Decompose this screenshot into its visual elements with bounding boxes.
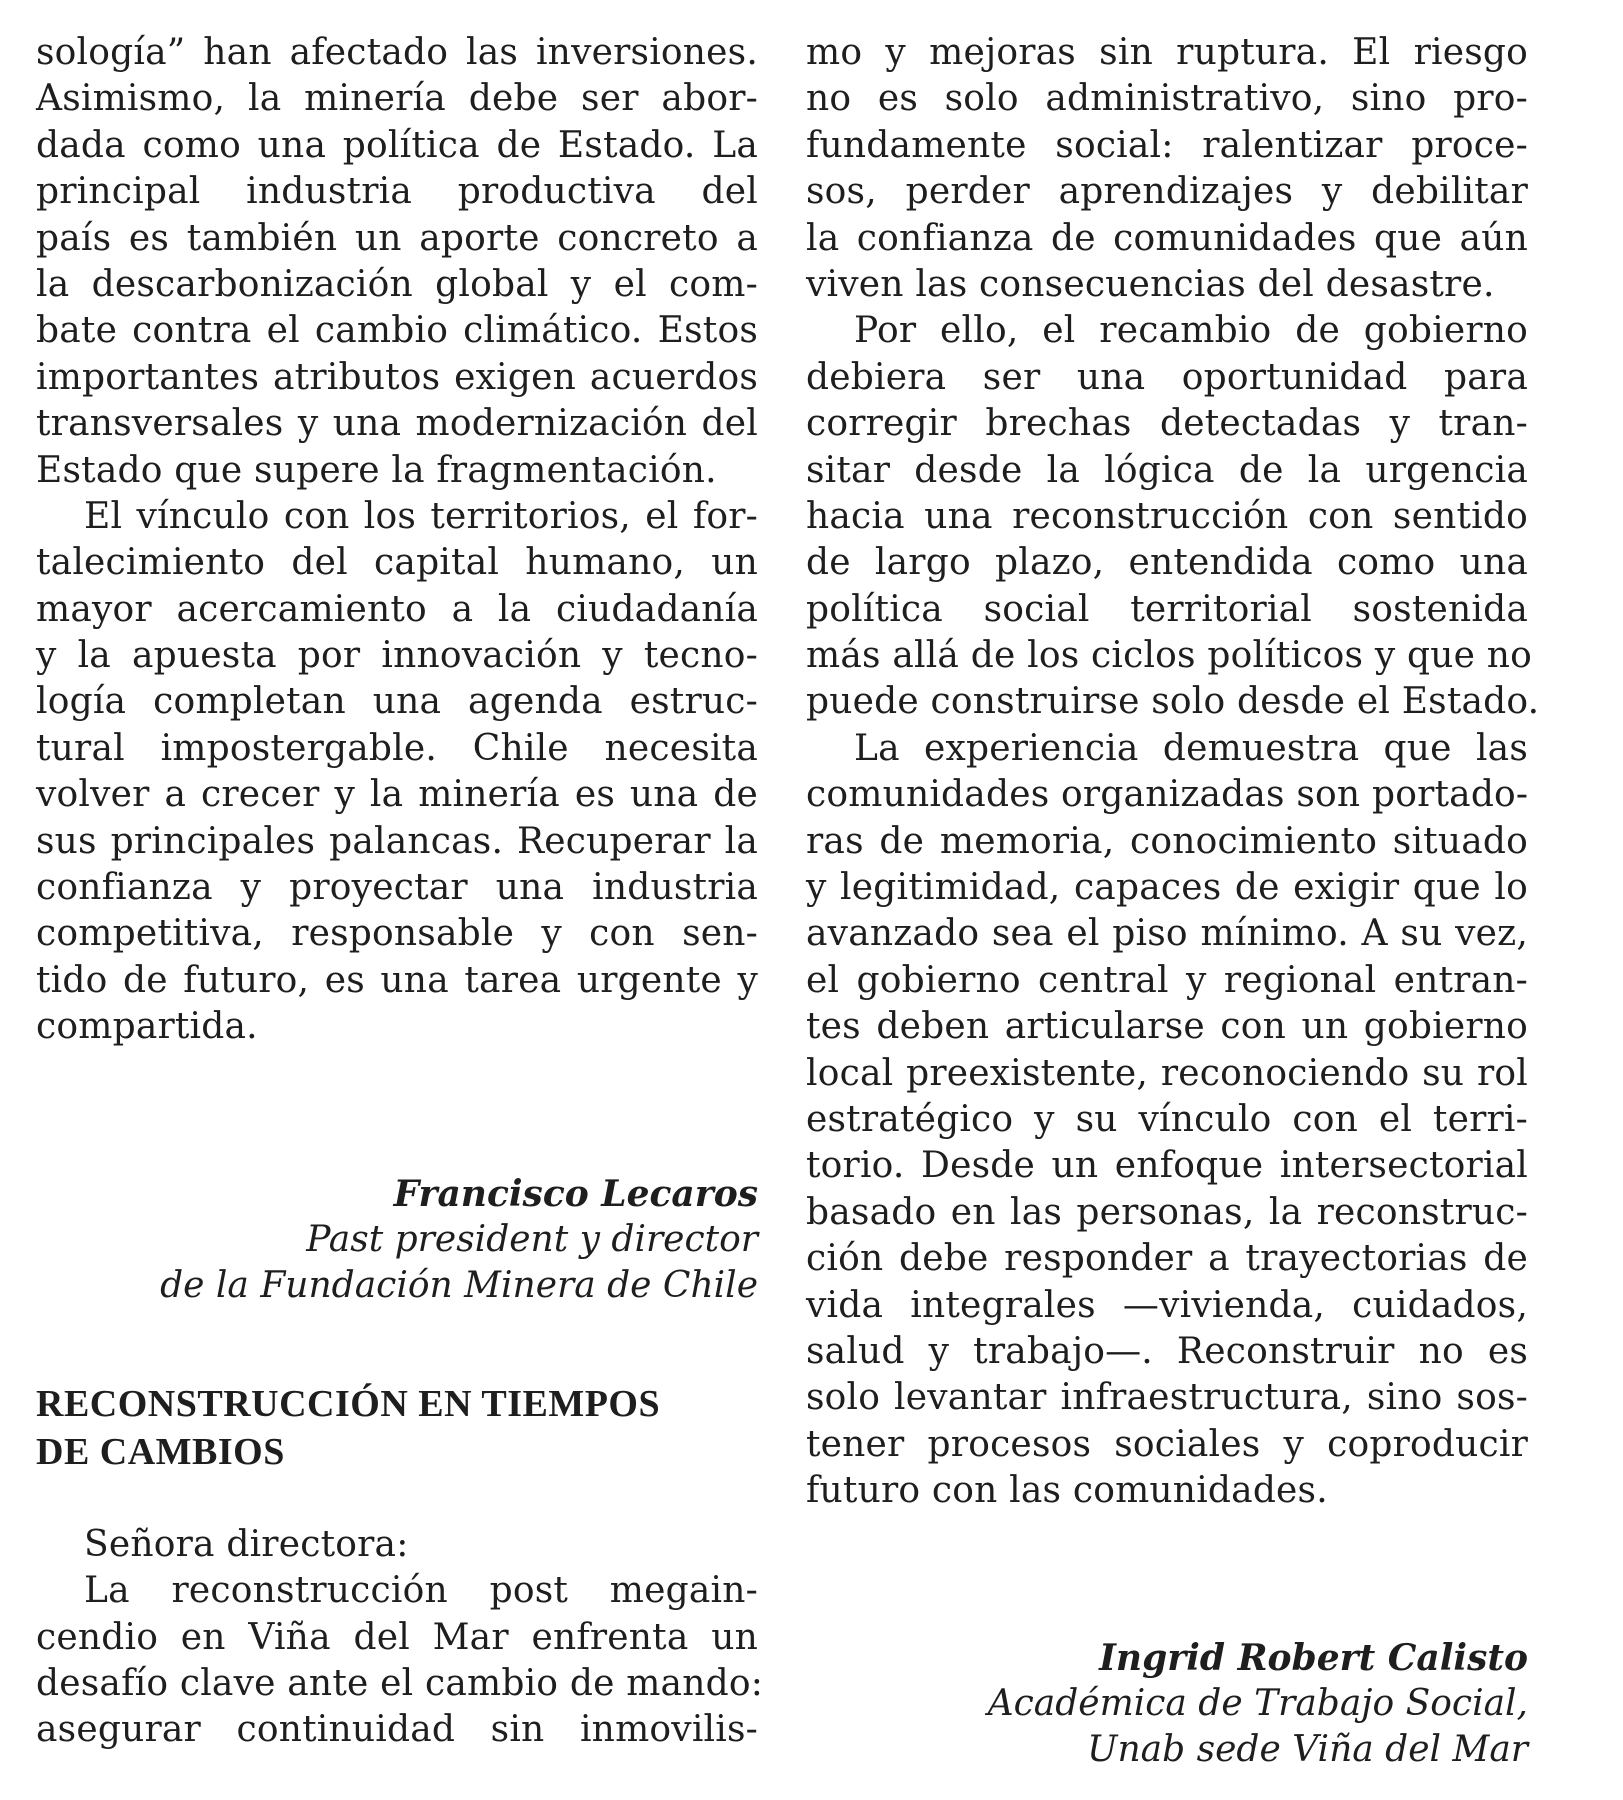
text-line: sos, perder aprendizajes y debilitar xyxy=(806,171,1528,213)
salutation: Señora directora: xyxy=(84,1523,409,1565)
text-line: volver a crecer y la minería es una de xyxy=(36,774,758,816)
text-line: tural impostergable. Chile necesita xyxy=(36,727,758,769)
letter-2-headline xyxy=(36,1380,758,1476)
text-line: de largo plazo, entendida como una xyxy=(806,542,1528,584)
letter-1-signature xyxy=(36,1171,758,1310)
letter-2-paragraph-1 xyxy=(806,30,1528,308)
text-line: país es también un aporte concreto a xyxy=(36,217,758,259)
text-line: mo y mejoras sin ruptura. El riesgo xyxy=(806,32,1528,73)
text-line: el gobierno central y regional entran- xyxy=(806,959,1528,1001)
text-line: asegurar continuidad sin inmovilis- xyxy=(36,1709,758,1751)
letter-2-paragraph-3 xyxy=(806,726,1528,1515)
text-line: principal industria productiva del xyxy=(36,171,758,213)
left-column xyxy=(36,30,764,1754)
text-line: ras de memoria, conocimiento situado xyxy=(806,820,1528,862)
text-line: la confianza de comunidades que aún xyxy=(806,217,1528,259)
text-line: tido de futuro, es una tarea urgente y xyxy=(36,959,758,1001)
right-column xyxy=(806,30,1540,1774)
text-line: Asimismo, la minería debe ser abor- xyxy=(36,78,758,120)
text-line: avanzado sea el piso mínimo. A su vez, xyxy=(806,913,1528,955)
text-line: sología” han afectado las inversiones. xyxy=(36,32,758,73)
headline-line: RECONSTRUCCIÓN EN TIEMPOS xyxy=(36,1382,661,1425)
text-line: política social territorial sostenida xyxy=(806,588,1528,630)
text-line: torio. Desde un enfoque intersectorial xyxy=(806,1145,1528,1187)
text-line: debiera ser una oportunidad para xyxy=(806,356,1528,398)
text-line: más allá de los ciclos políticos y que no xyxy=(806,635,1533,677)
text-line: la descarbonización global y el com- xyxy=(36,263,758,305)
text-line: futuro con las comunidades. xyxy=(806,1470,1328,1512)
text-line: solo levantar infraestructura, sino sos- xyxy=(806,1377,1528,1419)
text-line: desafío clave ante el cambio de mando: xyxy=(36,1662,764,1704)
text-line: sus principales palancas. Recuperar la xyxy=(36,820,758,862)
text-line: Por ello, el recambio de gobierno xyxy=(854,310,1528,352)
text-line: transversales y una modernización del xyxy=(36,403,758,445)
author-role: Unab sede Viña del Mar xyxy=(1087,1729,1528,1771)
text-line: salud y trabajo—. Reconstruir no es xyxy=(806,1330,1528,1372)
author-name: Ingrid Robert Calisto xyxy=(1099,1636,1528,1679)
text-line: Estado que supere la fragmentación. xyxy=(36,449,717,491)
text-line: hacia una reconstrucción con sentido xyxy=(806,495,1528,537)
author-role: Past president y director xyxy=(306,1218,758,1260)
text-line: mayor acercamiento a la ciudadanía xyxy=(36,588,758,630)
text-line: competitiva, responsable y con sen- xyxy=(36,913,758,955)
text-line: tes deben articularse con un gobierno xyxy=(806,1006,1528,1048)
text-line: tener procesos sociales y coproducir xyxy=(806,1423,1528,1465)
text-line: La reconstrucción post megain- xyxy=(84,1570,758,1612)
text-line: confianza y proyectar una industria xyxy=(36,867,758,909)
text-line: y la apuesta por innovación y tecno- xyxy=(36,635,758,677)
letter-2-paragraph-2 xyxy=(806,308,1540,726)
letter-1-paragraph-2 xyxy=(36,494,758,1051)
text-line: vida integrales —vivienda, cuidados, xyxy=(806,1284,1528,1326)
text-line: sitar desde la lógica de la urgencia xyxy=(806,449,1528,491)
text-line: compartida. xyxy=(36,1006,258,1048)
author-name: Francisco Lecaros xyxy=(393,1172,758,1215)
author-role: de la Fundación Minera de Chile xyxy=(160,1265,758,1307)
text-line: cendio en Viña del Mar enfrenta un xyxy=(36,1616,758,1658)
text-line: bate contra el cambio climático. Estos xyxy=(36,310,758,352)
text-line: y legitimidad, capaces de exigir que lo xyxy=(806,867,1528,909)
text-line: El vínculo con los territorios, el for- xyxy=(84,495,758,537)
text-line: no es solo administrativo, sino pro- xyxy=(806,78,1528,120)
text-line: importantes atributos exigen acuerdos xyxy=(36,356,758,398)
text-line: logía completan una agenda estruc- xyxy=(36,681,758,723)
letter-1-paragraph-1 xyxy=(36,30,758,494)
text-line: ción debe responder a trayectorias de xyxy=(806,1238,1528,1280)
headline-line: DE CAMBIOS xyxy=(36,1430,285,1473)
text-line: comunidades organizadas son portado- xyxy=(806,774,1529,816)
text-line: talecimiento del capital humano, un xyxy=(36,542,758,584)
letter-2-opening xyxy=(36,1522,764,1754)
text-line: estratégico y su vínculo con el terri- xyxy=(806,1098,1528,1140)
text-line: local preexistente, reconociendo su rol xyxy=(806,1052,1528,1094)
text-line: viven las consecuencias del desastre. xyxy=(806,263,1495,305)
text-line: fundamente social: ralentizar proce- xyxy=(806,124,1528,166)
text-line: puede construirse solo desde el Estado. xyxy=(806,681,1540,723)
author-role: Académica de Trabajo Social, xyxy=(987,1682,1528,1724)
text-line: dada como una política de Estado. La xyxy=(36,124,758,166)
text-line: basado en las personas, la reconstruc- xyxy=(806,1191,1528,1233)
letter-2-signature xyxy=(806,1635,1528,1774)
text-line: La experiencia demuestra que las xyxy=(854,727,1528,769)
text-line: corregir brechas detectadas y tran- xyxy=(806,403,1528,445)
